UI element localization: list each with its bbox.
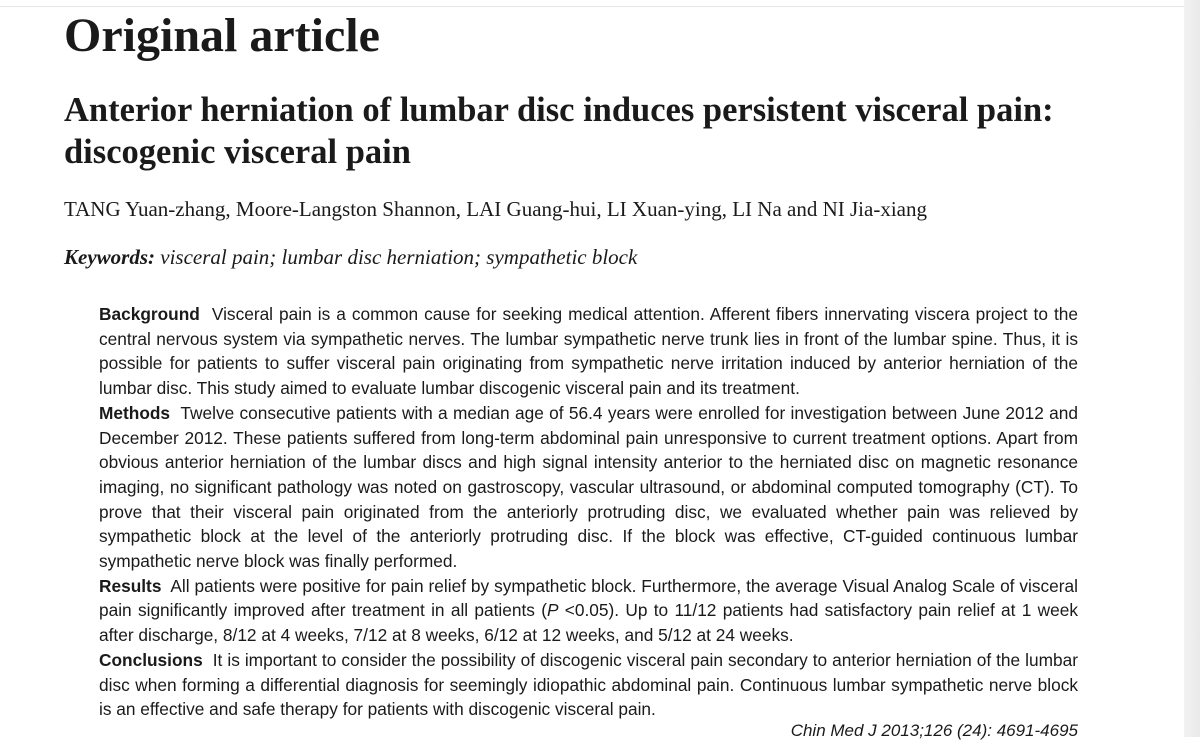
results-text-before: All patients were positive for pain relief by sympathetic block. Furthermore, the average Visual Analog Scale of visceral pain significantly improved after treatment in all patients (: [99, 575, 1078, 621]
methods-heading: Methods: [99, 402, 171, 423]
journal-citation: Chin Med J 2013;126 (24): 4691-4695: [790, 721, 1078, 740]
abstract-results: [99, 574, 1078, 648]
results-text-after: <0.05). Up to 11/12 patients had satisfactory pain relief at 1 week after discharge, 8/12 at 4 weeks, 7/12 at 8 weeks, 6/12 at 12 weeks, and 5/12 at 24 weeks.: [99, 600, 1078, 646]
abstract: [99, 302, 1078, 722]
results-heading: Results: [99, 575, 162, 596]
background-text: Visceral pain is a common cause for seeking medical attention. Afferent fibers innervating viscera project to the central nervous system via sympathetic nerves. The lumbar sympathetic nerve trunk lies in front of the lumbar spine. Thus, it is possible for patients to suffer visceral pain originating from sympathetic nerve irritation induced by anterior herniation of the lumbar disc. This study aimed to evaluate lumbar discogenic visceral pain and its treatment.: [99, 304, 1078, 399]
keywords-line: [64, 247, 637, 268]
background-heading: Background: [99, 304, 200, 324]
methods-text: Twelve consecutive patients with a median age of 56.4 years were enrolled for investigation between June 2012 and December 2012. These patients suffered from long-term abdominal pain unresponsive to current treatment options. Apart from obvious anterior herniation of the lumbar discs and high signal intensity anterior to the herniated disc on magnetic resonance imaging, no significant pathology was noted on gastroscopy, vascular ultrasound, or abdominal computed tomography (CT). To prove that their visceral pain originated from the anteriorly protruding disc, we evaluated whether pain was relieved by sympathetic block at the level of the anteriorly protruding disc. If the block was effective, CT-guided continuous lumbar sympathetic nerve block was finally performed.: [99, 402, 1078, 572]
article-title: Anterior herniation of lumbar disc induces persistent visceral pain: discogenic visceral pain: [64, 91, 1054, 171]
conclusions-heading: Conclusions: [99, 649, 203, 670]
abstract-methods: [99, 401, 1078, 574]
keywords-label: Keywords:: [64, 245, 155, 269]
top-divider: [0, 6, 1200, 7]
author-list: TANG Yuan-zhang, Moore-Langston Shannon, LAI Guang-hui, LI Xuan-ying, LI Na and NI Jia-xiang: [64, 197, 927, 221]
keywords-text: visceral pain; lumbar disc herniation; sympathetic block: [160, 245, 638, 269]
page-edge: [1184, 0, 1200, 737]
abstract-conclusions: [99, 648, 1078, 722]
conclusions-text: It is important to consider the possibility of discogenic visceral pain secondary to anterior herniation of the lumbar disc when forming a differential diagnosis for seemingly idiopathic abdominal pain. Continuous lumbar sympathetic nerve block is an effective and safe therapy for patients with discogenic visceral pain.: [99, 649, 1078, 720]
section-label: Original article: [64, 9, 380, 62]
abstract-background: [99, 302, 1078, 401]
p-value-symbol: P: [546, 600, 559, 621]
